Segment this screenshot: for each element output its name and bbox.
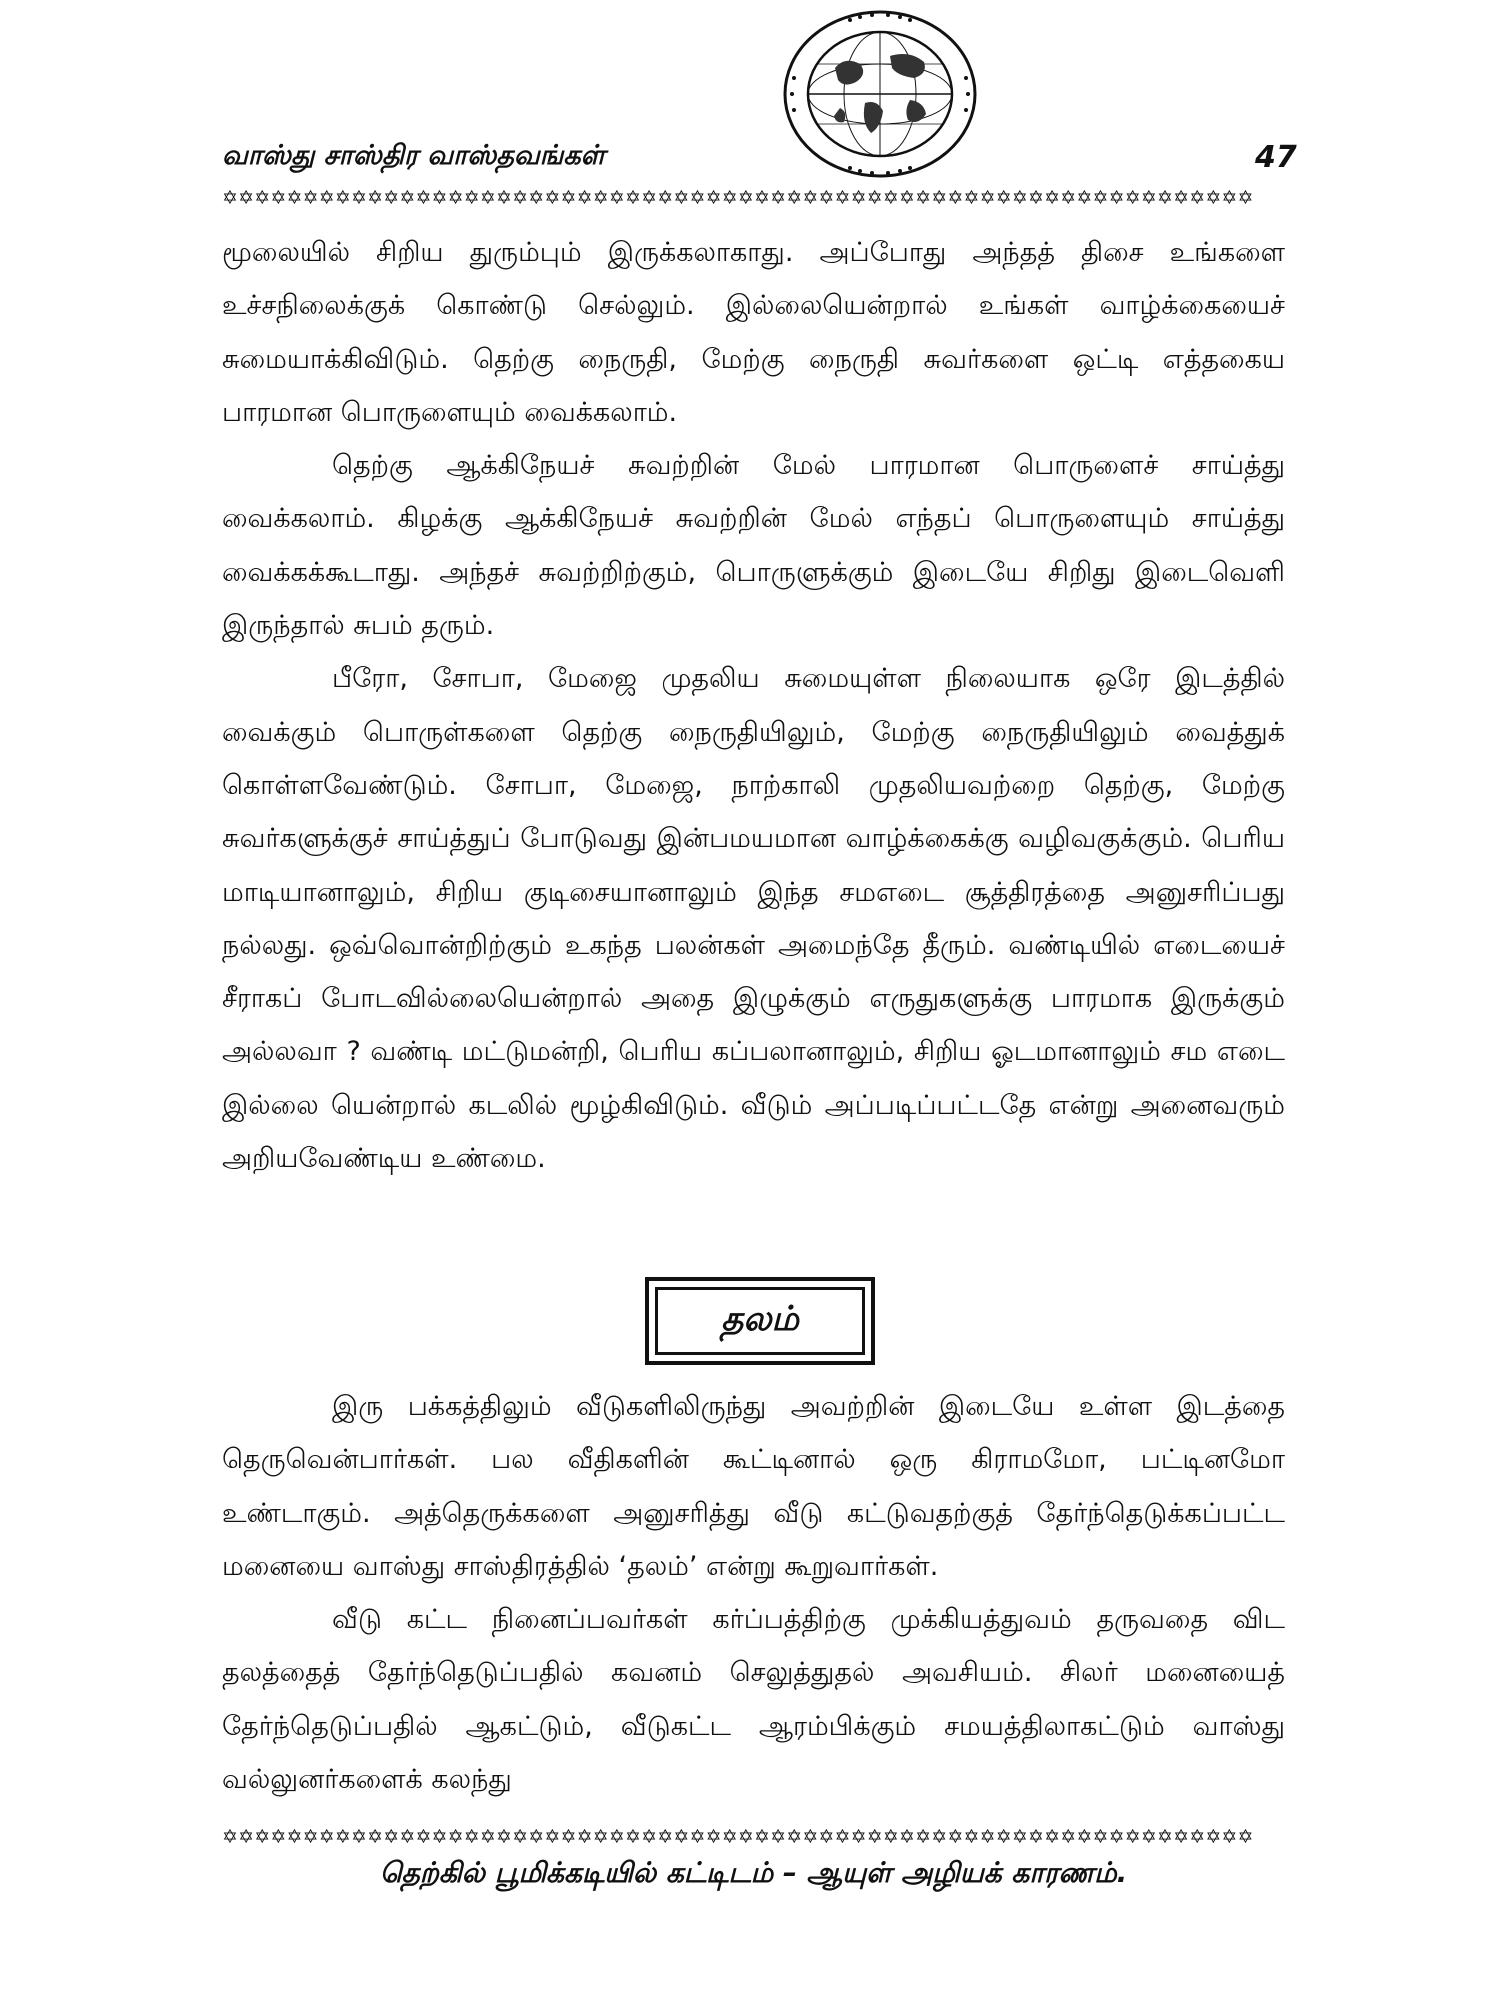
ornamental-border-top: ✡✡✡✡✡✡✡✡✡✡✡✡✡✡✡✡✡✡✡✡✡✡✡✡✡✡✡✡✡✡✡✡✡✡✡✡✡✡✡✡✡✡✡✡✡✡✡✡✡✡✡✡✡✡✡✡✡✡✡✡✡✡✡✡	[222, 187, 1254, 209]
ornamental-border-bottom: ✡✡✡✡✡✡✡✡✡✡✡✡✡✡✡✡✡✡✡✡✡✡✡✡✡✡✡✡✡✡✡✡✡✡✡✡✡✡✡✡✡✡✡✡✡✡✡✡✡✡✡✡✡✡✡✡✡✡✡✡✡✡✡✡	[222, 1826, 1254, 1848]
section-heading-box	[645, 1277, 875, 1365]
text-block-lower	[222, 1380, 1285, 1806]
globe-emblem-icon	[780, 8, 980, 180]
text-block-upper	[222, 226, 1285, 1185]
page-number: 47	[1255, 140, 1297, 175]
paragraph-5: வீடு கட்ட நினைப்பவர்கள் கர்ப்பத்திற்கு முக்கியத்துவம் தருவதை விட தலத்தைத் தேர்ந்தெடுப்பதில் கவனம் செலுத்துதல் அவசியம். சிலர் மனையைத் தேர்ந்தெடுப்பதில் ஆகட்டும், வீடுகட்ட ஆரம்பிக்கும் சமயத்திலாகட்டும் வாஸ்து வல்லுனர்களைக் கலந்து	[222, 1604, 1285, 1796]
paragraph-1: மூலையில் சிறிய துரும்பும் இருக்கலாகாது. அப்போது அந்தத் திசை உங்களை உச்சநிலைக்குக் கொண்டு செல்லும். இல்லையென்றால் உங்கள் வாழ்க்கையைச் சுமையாக்கிவிடும். தெற்கு நைருதி, மேற்கு நைருதி சுவர்களை ஒட்டி எத்தகைய பாரமான பொருளையும் வைக்கலாம்.	[222, 237, 1285, 428]
paragraph-3: பீரோ, சோபா, மேஜை முதலிய சுமையுள்ள நிலையாக ஒரே இடத்தில் வைக்கும் பொருள்களை தெற்கு நைருதியிலும், மேற்கு நைருதியிலும் வைத்துக் கொள்ளவேண்டும். சோபா, மேஜை, நாற்காலி முதலியவற்றை தெற்கு, மேற்கு சுவர்களுக்குச் சாய்த்துப் போடுவது இன்பமயமான வாழ்க்கைக்கு வழிவகுக்கும். பெரிய மாடியானாலும், சிறிய குடிசையானாலும் இந்த சமஎடை சூத்திரத்தை அனுசரிப்பது நல்லது. ஒவ்வொன்றிற்கும் உகந்த பலன்கள் அமைந்தே தீரும். வண்டியில் எடையைச் சீராகப் போடவில்லையென்றால் அதை இழுக்கும் எருதுகளுக்கு பாரமாக இருக்கும் அல்லவா ? வண்டி மட்டுமன்றி, பெரிய கப்பலானாலும், சிறிய ஓடமானாலும் சம எடை இல்லை யென்றால் கடலில் மூழ்கிவிடும். வீடும் அப்படிப்பட்டதே என்று அனைவரும் அறியவேண்டிய உண்மை.	[222, 663, 1285, 1175]
section-heading: தலம்	[655, 1287, 865, 1355]
paragraph-2: தெற்கு ஆக்கிநேயச் சுவற்றின் மேல் பாரமான பொருளைச் சாய்த்து வைக்கலாம். கிழக்கு ஆக்கிநேயச் சுவற்றின் மேல் எந்தப் பொருளையும் சாய்த்து வைக்கக்கூடாது. அந்தச் சுவற்றிற்கும், பொருளுக்கும் இடையே சிறிது இடைவெளி இருந்தால் சுபம் தரும்.	[222, 450, 1285, 642]
running-header-title: வாஸ்து சாஸ்திர வாஸ்தவங்கள்	[222, 140, 605, 171]
paragraph-4: இரு பக்கத்திலும் வீடுகளிலிருந்து அவற்றின் இடையே உள்ள இடத்தை தெருவென்பார்கள். பல வீதிகளின் கூட்டினால் ஒரு கிராமமோ, பட்டினமோ உண்டாகும். அத்தெருக்களை அனுசரித்து வீடு கட்டுவதற்குத் தேர்ந்தெடுக்கப்பட்ட மனையை வாஸ்து சாஸ்திரத்தில் ‘தலம்’ என்று கூறுவார்கள்.	[222, 1391, 1285, 1582]
footer-caption: தெற்கில் பூமிக்கடியில் கட்டிடம் – ஆயுள் அழியக் காரணம்.	[379, 1856, 1128, 1889]
